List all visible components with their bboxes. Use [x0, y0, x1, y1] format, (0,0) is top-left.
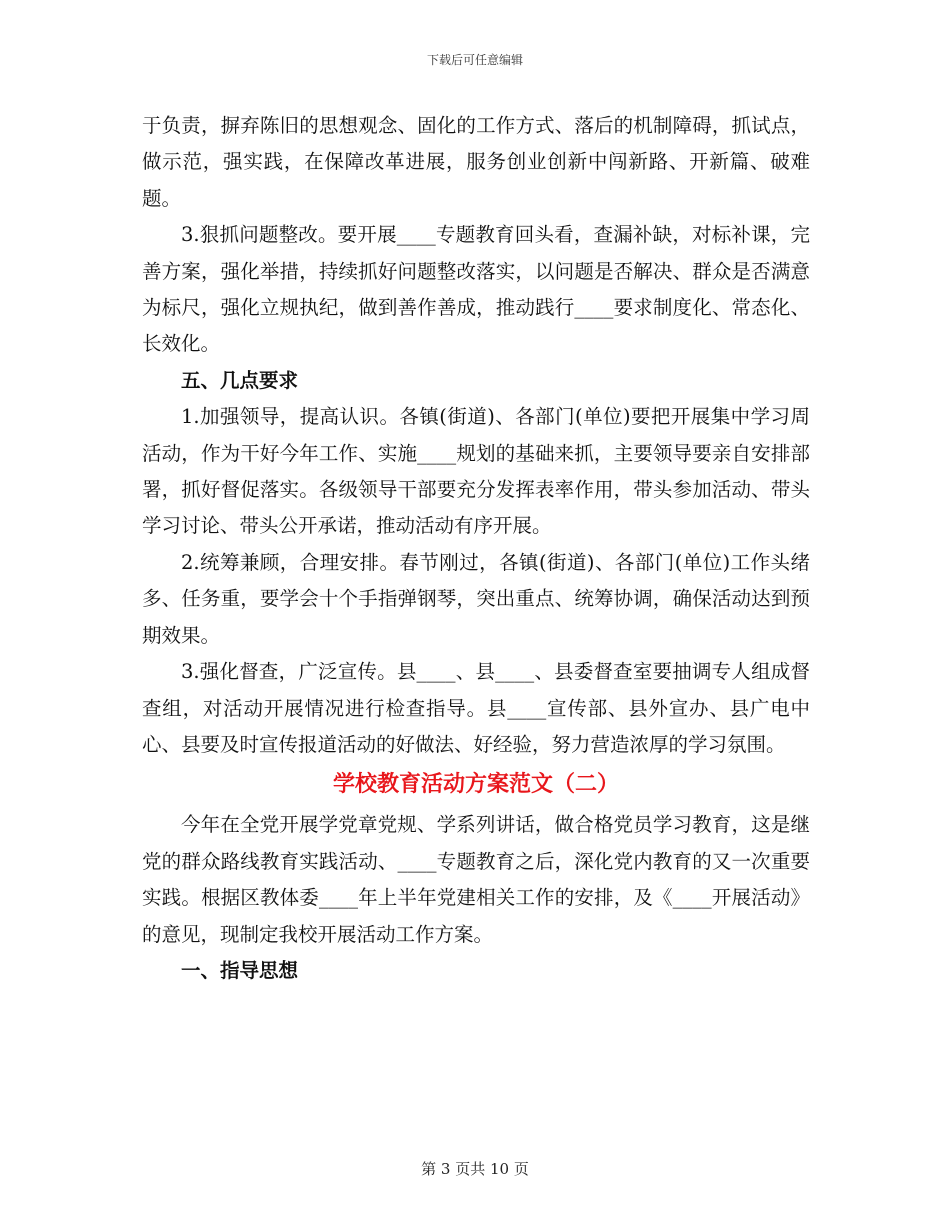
article-intro: 今年在全党开展学党章党规、学系列讲话，做合格党员学习教育，这是继党的群众路线教育实践活动、____专题教育之后，深化党内教育的又一次重要实践。根据区教体委____年上半年党建相关工作的安排，及《____开展活动》的意见，现制定我校开展活动工作方案。 [142, 813, 810, 946]
page-number: 第 3 页共 10 页 [421, 1160, 529, 1178]
article-title: 学校教育活动方案范文（二） [332, 772, 619, 798]
paragraph-continued: 于负责，摒弃陈旧的思想观念、固化的工作方式、落后的机制障碍，抓试点，做示范，强实践，在保障改革进展，服务创业创新中闯新路、开新篇、破难题。 [142, 114, 810, 210]
section-heading-requirements: 五、几点要求 [181, 368, 299, 392]
paragraph-rectification: 3.狠抓问题整改。要开展____专题教育回头看，查漏补缺，对标补课，完善方案，强化举措，持续抓好问题整改落实，以问题是否解决、群众是否满意为标尺，强化立规执纪，做到善作善成，推动践行____要求制度化、常态化、长效化。 [142, 223, 810, 356]
section-heading-guiding-thought: 一、指导思想 [181, 958, 299, 982]
requirement-item-1: 1.加强领导，提高认识。各镇(街道)、各部门(单位)要把开展集中学习周活动，作为干好今年工作、实施____规划的基础来抓，主要领导要亲自安排部署，抓好督促落实。各级领导干部要充分发挥表率作用，带头参加活动、带头学习讨论、带头公开承诺，推动活动有序开展。 [142, 405, 810, 538]
page-header: 下载后可任意编辑 [426, 53, 523, 67]
document-body [142, 108, 810, 989]
requirement-item-2: 2.统筹兼顾，合理安排。春节刚过，各镇(街道)、各部门(单位)工作头绪多、任务重，要学会十个手指弹钢琴，突出重点、统筹协调，确保活动达到预期效果。 [142, 550, 810, 647]
requirement-item-3: 3.强化督查，广泛宣传。县____、县____、县委督查室要抽调专人组成督查组，对活动开展情况进行检查指导。县____宣传部、县外宣办、县广电中心、县要及时宣传报道活动的好做法、好经验，努力营造浓厚的学习氛围。 [142, 660, 810, 756]
